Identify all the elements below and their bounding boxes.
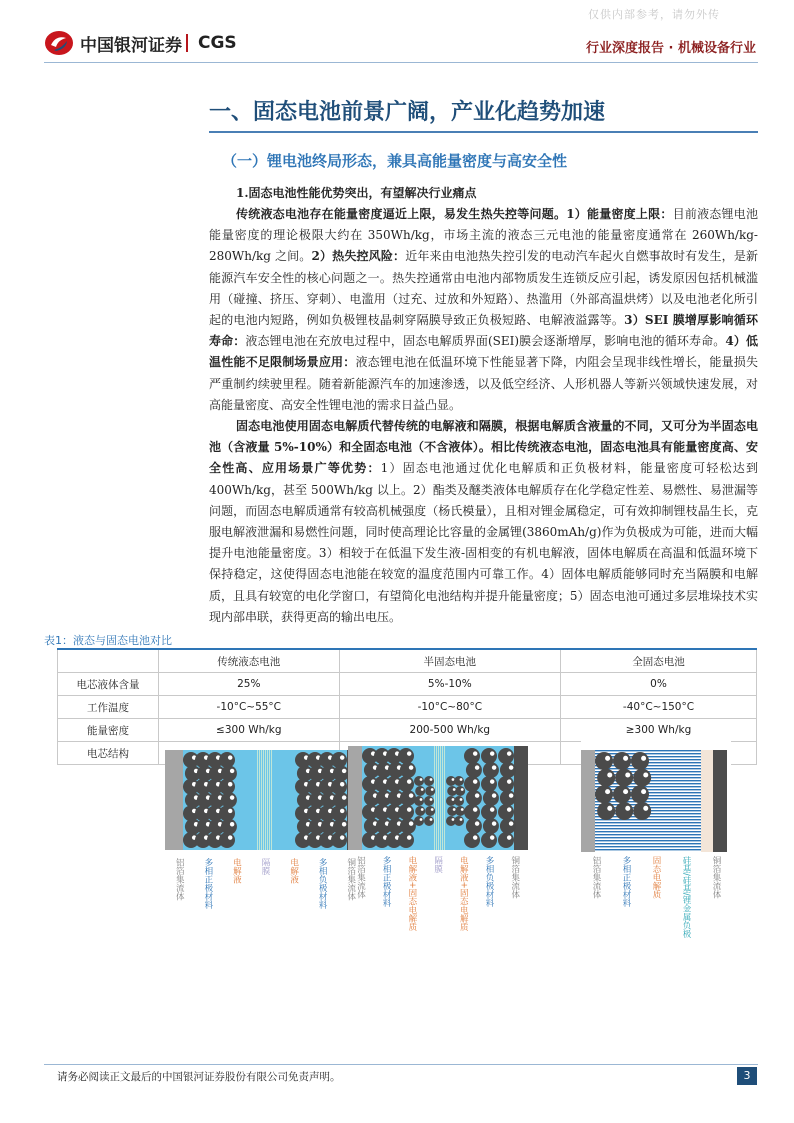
lithium-ion-dot — [420, 808, 423, 811]
separator — [263, 750, 264, 850]
separator — [442, 746, 443, 850]
diagram-layer-label: 电解液 — [231, 858, 242, 884]
active-particle — [466, 790, 482, 806]
active-particle — [613, 752, 631, 770]
lithium-ion-dot — [228, 809, 232, 813]
lithium-ion-dot — [508, 821, 512, 825]
lithium-ion-dot — [419, 778, 422, 781]
active-particle — [500, 818, 516, 834]
lithium-ion-dot — [623, 789, 628, 794]
active-particle — [498, 804, 514, 820]
active-particle — [414, 816, 424, 826]
para1-s1-label: 1）能量密度上限： — [566, 207, 673, 221]
paragraph-solid-state-advantages — [209, 416, 758, 628]
active-particle — [597, 769, 615, 787]
separator — [434, 746, 435, 850]
lithium-ion-dot — [507, 779, 511, 783]
active-particle — [633, 769, 651, 787]
solid-electrolyte — [595, 822, 701, 823]
lithium-ion-dot — [419, 798, 422, 801]
lithium-ion-dot — [340, 835, 344, 839]
logo-brand: CGS — [198, 33, 237, 53]
liquid-battery-labels — [165, 858, 365, 943]
solid-electrolyte — [595, 801, 701, 802]
lithium-ion-dot — [641, 789, 646, 794]
semi-solid-battery-labels — [345, 856, 528, 944]
table-row — [58, 719, 757, 742]
lithium-ion-dot — [430, 788, 433, 791]
separator — [257, 750, 258, 850]
footer-divider — [44, 1064, 758, 1065]
battery-comparison-table — [57, 648, 757, 939]
separator — [259, 750, 260, 850]
lithium-ion-dot — [230, 822, 234, 826]
lithium-ion-dot — [474, 821, 478, 825]
aluminum-foil — [581, 750, 595, 852]
page-number: 3 — [737, 1067, 757, 1085]
semi-solid-battery-diagram — [339, 742, 560, 932]
diagram-layer-label: 铜箔集流体 — [345, 858, 356, 901]
active-particle — [454, 816, 464, 826]
lithium-ion-dot — [605, 756, 610, 761]
diagram-layer-label: 电解液+固态电解质 — [458, 856, 469, 932]
row-label-working-temperature: 工作温度 — [58, 696, 159, 719]
active-particle — [464, 776, 480, 792]
table-header-semi-solid: 半固态电池 — [339, 649, 560, 673]
separator — [440, 746, 441, 850]
solid-electrolyte — [595, 831, 701, 832]
lithium-ion-dot — [490, 779, 494, 783]
lithium-ion-dot — [228, 782, 232, 786]
active-particle — [500, 762, 516, 778]
lithium-ion-dot — [491, 793, 495, 797]
lithium-ion-dot — [459, 818, 462, 821]
lithium-ion-dot — [451, 778, 454, 781]
para1-s4: 液态锂电池在低温环境下性能显著下降，内阻会呈现非线性增长，能量损失严重制约续驶里程。随着新能源汽车的加速渗透，以及低空经济、人形机器人等新兴领域快速发展，对高能量密度、高安全性锂电池的需求日益凸显。 — [209, 355, 758, 412]
active-particle — [331, 832, 347, 848]
active-particle — [398, 804, 414, 820]
active-particle — [424, 796, 434, 806]
diagram-layer-label: 铝箔集流体 — [355, 856, 366, 899]
table-header-liquid: 传统液态电池 — [159, 649, 340, 673]
active-particle — [595, 785, 613, 803]
lithium-ion-dot — [407, 751, 411, 755]
diagram-layer-label: 铝箔集流体 — [174, 858, 185, 901]
lithium-ion-dot — [407, 807, 411, 811]
active-particle — [414, 796, 424, 806]
section-heading-underline — [209, 131, 758, 133]
separator — [444, 746, 445, 850]
lithium-ion-dot — [623, 756, 628, 761]
lithium-ion-dot — [607, 806, 612, 811]
row-label-energy-density: 能量密度 — [58, 719, 159, 742]
table-title: 表1：液态与固态电池对比 — [44, 634, 172, 647]
diagram-layer-label: 多相正极材料 — [202, 858, 213, 909]
lithium-ion-dot — [459, 798, 462, 801]
table-row — [58, 696, 757, 719]
active-particle — [455, 806, 465, 816]
lithium-ion-dot — [419, 818, 422, 821]
cell-value: 200-500 Wh/kg — [339, 719, 560, 742]
active-particle — [414, 776, 424, 786]
lithium-ion-dot — [228, 755, 232, 759]
active-particle — [425, 786, 435, 796]
logo-separator — [186, 34, 188, 52]
row-label-liquid-content: 电芯液体含量 — [58, 673, 159, 696]
lithium-ion-dot — [342, 769, 346, 773]
active-particle — [466, 762, 482, 778]
active-particle — [498, 776, 514, 792]
cell-value: 25% — [159, 673, 340, 696]
table-header-all-solid: 全固态电池 — [561, 649, 757, 673]
lithium-ion-dot — [230, 795, 234, 799]
diagram-layer-label: 电解液 — [288, 858, 299, 884]
lithium-ion-dot — [507, 835, 511, 839]
solid-electrolyte — [595, 786, 701, 787]
diagram-layer-label: 铜箔集流体 — [509, 856, 520, 899]
diagram-layer-label: 多相负极材料 — [317, 858, 328, 909]
diagram-layer-label: 铝箔集流体 — [591, 856, 602, 899]
active-particle — [455, 786, 465, 796]
lithium-ion-dot — [490, 807, 494, 811]
separator — [265, 750, 266, 850]
para1-s2: 近年来由电池热失控引发的电动汽车起火自燃事故时有发生，是新能源汽车安全性的核心问题之一。热失控通常由电池内部物质发生连锁反应引起，诱发原因包括机械滥用（碰撞、挤压、穿刺）、电滥用（过充、过放和外短路）、热滥用（外部高温烘烤）以及电池老化所引起的电池内短路，例如负极锂枝晶刺穿隔膜导致正负极短路、电解液溢露等。 — [209, 249, 758, 328]
cell-value: ≤300 Wh/kg — [159, 719, 340, 742]
active-particle — [425, 806, 435, 816]
separator — [267, 750, 268, 850]
active-particle — [631, 752, 649, 770]
solid-electrolyte — [595, 840, 701, 841]
active-particle — [424, 816, 434, 826]
active-particle — [464, 804, 480, 820]
lithium-ion-dot — [340, 782, 344, 786]
para1-lead: 传统液态电池存在能量密度逼近上限，易发生热失控等问题。 — [236, 207, 567, 221]
all-solid-battery-labels — [581, 856, 731, 944]
cell-value: ≥300 Wh/kg — [561, 719, 757, 742]
lithium-ion-dot — [408, 765, 412, 769]
lithium-ion-dot — [230, 769, 234, 773]
active-particle — [613, 785, 631, 803]
separator — [438, 746, 439, 850]
active-particle — [424, 776, 434, 786]
copper-foil — [514, 746, 528, 850]
subsection-heading: （一）锂电池终局形态，兼具高能量密度与高安全性 — [222, 152, 568, 170]
lithium-ion-dot — [473, 835, 477, 839]
liquid-battery-structure-svg — [165, 750, 365, 850]
lithium-metal-anode — [701, 750, 713, 852]
footer-disclaimer: 请务必阅读正文最后的中国银河证券股份有限公司免责声明。 — [57, 1071, 341, 1083]
lithium-ion-dot — [452, 808, 455, 811]
lithium-ion-dot — [407, 779, 411, 783]
copper-foil — [713, 750, 727, 852]
active-particle — [464, 832, 480, 848]
lithium-ion-dot — [342, 822, 346, 826]
diagram-layer-label: 隔膜 — [260, 858, 270, 875]
lithium-ion-dot — [451, 818, 454, 821]
active-particle — [454, 776, 464, 786]
all-solid-battery-structure-svg — [581, 740, 731, 855]
separator — [271, 750, 272, 850]
diagram-layer-label: 铜箔集流体 — [711, 856, 722, 899]
solid-electrolyte — [595, 837, 701, 838]
cell-value: -10°C~55°C — [159, 696, 340, 719]
active-particle — [483, 818, 499, 834]
lithium-ion-dot — [460, 788, 463, 791]
active-particle — [398, 748, 414, 764]
active-particle — [481, 832, 497, 848]
solid-electrolyte — [595, 750, 701, 751]
active-particle — [615, 802, 633, 820]
lithium-ion-dot — [490, 835, 494, 839]
lithium-ion-dot — [451, 798, 454, 801]
diagram-layer-label: 电解液+固态电解质 — [406, 856, 417, 932]
active-particle — [415, 806, 425, 816]
lithium-ion-dot — [473, 779, 477, 783]
lithium-ion-dot — [491, 821, 495, 825]
table-row — [58, 673, 757, 696]
active-particle — [633, 802, 651, 820]
active-particle — [483, 790, 499, 806]
lithium-ion-dot — [508, 765, 512, 769]
lithium-ion-dot — [342, 795, 346, 799]
para1-s4-label: 4）低温性能不足限制场景应用： — [209, 334, 758, 370]
solid-electrolyte — [595, 753, 701, 754]
lithium-ion-dot — [607, 772, 612, 777]
lithium-ion-dot — [473, 807, 477, 811]
lithium-ion-dot — [340, 809, 344, 813]
lithium-ion-dot — [429, 778, 432, 781]
lithium-ion-dot — [508, 793, 512, 797]
active-particle — [481, 748, 497, 764]
aluminum-foil — [165, 750, 183, 850]
lithium-ion-dot — [507, 807, 511, 811]
solid-electrolyte — [595, 819, 701, 820]
active-particle — [615, 769, 633, 787]
separator — [261, 750, 262, 850]
cell-value: -40°C~150°C — [561, 696, 757, 719]
cell-value: -10°C~80°C — [339, 696, 560, 719]
active-particle — [464, 748, 480, 764]
lithium-ion-dot — [228, 835, 232, 839]
diagram-layer-label: 固态电解质 — [651, 856, 662, 899]
active-particle — [454, 796, 464, 806]
active-particle — [631, 785, 649, 803]
topic-heading: 1.固态电池性能优势突出，有望解决行业痛点 — [236, 186, 477, 200]
lithium-ion-dot — [459, 778, 462, 781]
active-particle — [400, 762, 416, 778]
active-particle — [500, 790, 516, 806]
active-particle — [481, 776, 497, 792]
logo-icon — [44, 30, 74, 56]
active-particle — [498, 748, 514, 764]
diagram-layer-label: 多相正极材料 — [381, 856, 392, 907]
section-heading: 一、固态电池前景广阔，产业化趋势加速 — [209, 99, 606, 125]
para1-s3: 液态锂电池在充放电过程中，固态电解质界面(SEI)膜会逐渐增厚，影响电池的循环寿命。 — [245, 334, 726, 349]
lithium-ion-dot — [429, 818, 432, 821]
aluminum-foil — [348, 746, 362, 850]
diagram-layer-label: 多相负极材料 — [484, 856, 495, 907]
lithium-ion-dot — [460, 808, 463, 811]
semi-solid-battery-structure-svg — [348, 746, 528, 850]
active-particle — [398, 832, 414, 848]
para1-s3-label: 3）SEI 膜增厚影响循环寿命： — [209, 313, 758, 349]
liquid-battery-diagram — [159, 742, 356, 909]
table-header-row — [58, 649, 757, 673]
solid-electrolyte — [595, 849, 701, 850]
lithium-ion-dot — [605, 789, 610, 794]
company-logo — [44, 30, 237, 56]
active-particle — [400, 818, 416, 834]
lithium-ion-dot — [641, 756, 646, 761]
lithium-ion-dot — [408, 793, 412, 797]
all-solid-battery-diagram — [561, 742, 757, 939]
lithium-ion-dot — [473, 751, 477, 755]
active-particle — [398, 776, 414, 792]
para2-lead: 固态电池使用固态电解质代替传统的电解液和隔膜，根据电解质含液量的不同，又可分为半固态电池（含液量 5%-10%）和全固态电池（不含液体）。相比传统液态电池，固态电池具有能量密度高、安全性高、应用场景广等优势： — [209, 419, 758, 476]
solid-electrolyte — [595, 846, 701, 847]
active-particle — [597, 802, 615, 820]
lithium-ion-dot — [491, 765, 495, 769]
lithium-ion-dot — [429, 798, 432, 801]
lithium-ion-dot — [507, 751, 511, 755]
lithium-ion-dot — [490, 751, 494, 755]
active-particle — [466, 818, 482, 834]
para2-body: 1）固态电池通过优化电解质和正负极材料，能量密度可轻松达到 400Wh/kg，甚至 500Wh/kg 以上。2）酯类及醚类液体电解质存在化学稳定性差、易燃性、易泄漏等问题，而固态电解质通常有较高机械强度（杨氏模量），且相对锂金属稳定，可有效抑制锂枝晶生长，克服电解液泄漏和易燃性问题，同时使高理论比容量的金属锂(3860mAh/g)作为负极成为可能，进而大幅提升电池能量密度。3）相较于在低温下发生液-固相变的有机电解液，固体电解质在高温和低温环境下保持稳定，这使得固态电池能在较宽的温度范围内可靠工作。4）固体电解质能够同时充当隔膜和电解质，且具有较宽的电化学窗口，有望简化电池结构并提升能量密度；5）固态电池可通过多层堆垛技术实现内部串联，获得更高的输出电压。 — [209, 461, 758, 624]
lithium-ion-dot — [474, 765, 478, 769]
header-divider — [44, 62, 758, 63]
lithium-ion-dot — [420, 788, 423, 791]
lithium-ion-dot — [452, 788, 455, 791]
lithium-ion-dot — [625, 806, 630, 811]
separator — [436, 746, 437, 850]
active-particle — [481, 804, 497, 820]
row-label-cell-structure: 电芯结构 — [58, 742, 159, 765]
lithium-ion-dot — [430, 808, 433, 811]
active-particle — [483, 762, 499, 778]
solid-electrolyte — [595, 834, 701, 835]
table-header-corner — [58, 649, 159, 673]
table-row-structure — [58, 742, 757, 765]
lithium-ion-dot — [407, 835, 411, 839]
paragraph-liquid-battery-issues — [209, 204, 758, 416]
report-category: 行业深度报告 · 机械设备行业 — [586, 41, 756, 56]
active-particle — [400, 790, 416, 806]
logo-text: 中国银河证券 — [80, 35, 182, 56]
lithium-ion-dot — [408, 821, 412, 825]
active-particle — [415, 786, 425, 796]
lithium-ion-dot — [643, 806, 648, 811]
lithium-ion-dot — [625, 772, 630, 777]
cell-value: 0% — [561, 673, 757, 696]
watermark: 仅供内部参考，请勿外传 — [588, 8, 720, 21]
lithium-ion-dot — [474, 793, 478, 797]
separator — [269, 750, 270, 850]
solid-electrolyte — [595, 843, 701, 844]
cell-value: 5%-10% — [339, 673, 560, 696]
lithium-ion-dot — [643, 772, 648, 777]
para1-s2-label: 2）热失控风险： — [311, 249, 406, 264]
active-particle — [498, 832, 514, 848]
diagram-layer-label: 硅基/硅基/锂金属负极 — [681, 856, 692, 939]
solid-electrolyte — [595, 768, 701, 769]
para1-s1: 目前液态锂电池能量密度的理论极限大约在 350Wh/kg，市场主流的液态三元电池的能量密度通常在 260Wh/kg-280Wh/kg 之间。 — [209, 207, 758, 264]
solid-electrolyte — [595, 828, 701, 829]
active-particle — [595, 752, 613, 770]
solid-electrolyte — [595, 825, 701, 826]
active-particle — [219, 832, 235, 848]
diagram-layer-label: 多相正极材料 — [621, 856, 632, 907]
diagram-layer-label: 隔膜 — [432, 856, 443, 873]
